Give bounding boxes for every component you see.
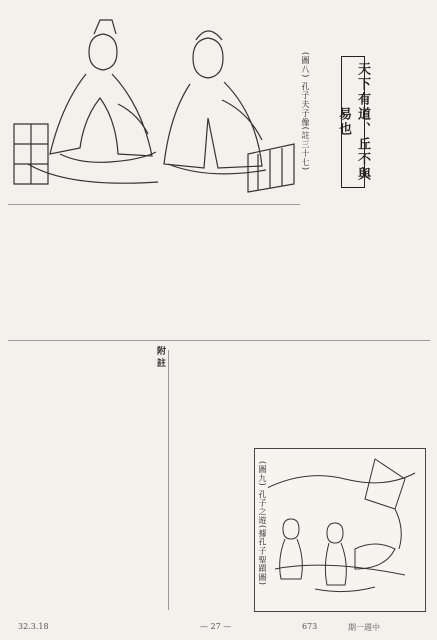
section-divider	[8, 340, 430, 341]
lower-body-text	[174, 346, 258, 446]
print-date: 32.3.18	[18, 622, 49, 631]
figure-line-art	[8, 4, 300, 204]
footnotes-block	[8, 346, 166, 616]
right-body-text	[340, 346, 432, 446]
section-heading: 天下有道、丘不與易也	[341, 56, 365, 188]
footnotes-title: 附註	[155, 346, 165, 370]
issue-number: 673	[302, 622, 318, 631]
illustration-confucius-seated	[8, 4, 300, 205]
page-footer	[0, 622, 437, 636]
page-number: — 27 —	[200, 622, 232, 631]
figure-caption: (圖九) 孔子之遊(據孔子聖蹟圖)	[256, 460, 268, 602]
publication-name: 期一週中	[348, 623, 380, 632]
main-body-text	[8, 210, 428, 338]
figure-line-art	[255, 449, 425, 611]
illustration-confucius-travel	[254, 448, 426, 612]
figure-caption: (圖八) 孔子夫子像(註三十七)	[301, 52, 310, 172]
notes-divider	[168, 350, 169, 610]
